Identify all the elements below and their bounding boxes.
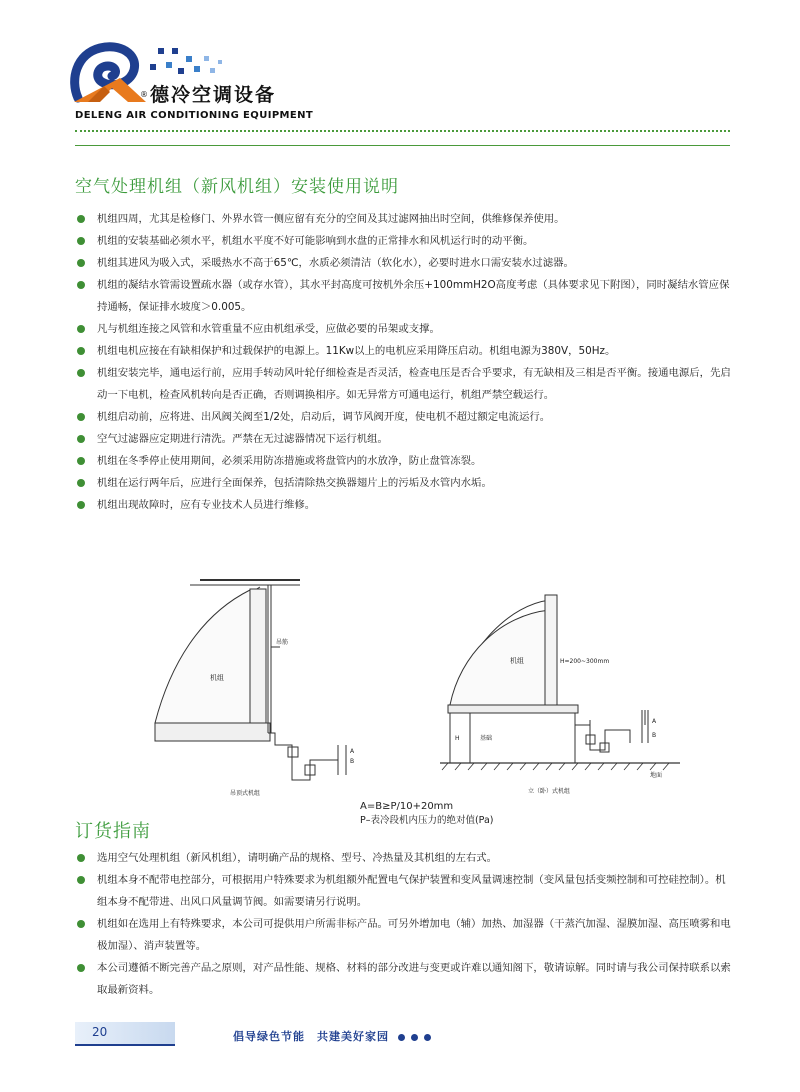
formula-label: A=B≥P/10+20mm <box>360 801 454 812</box>
list-item: 凡与机组连接之风管和水管重量不应由机组承受，应做必要的吊架或支撑。 <box>75 318 735 340</box>
header-divider <box>75 145 730 146</box>
list-item: 机组启动前，应将进、出风阀关阀至1/2处，启动后，调节风阀开度，使电机不超过额定电流运行。 <box>75 406 735 428</box>
list-item: 机组如在选用上有特殊要求，本公司可提供用户所需非标产品。可另外增加电（辅）加热、加湿器（干蒸汽加湿、湿膜加湿、高压喷雾和电极加湿）、消声装置等。 <box>75 913 735 957</box>
footer-dot-icon <box>411 1034 418 1041</box>
list-item: 机组在运行两年后，应进行全面保养，包括清除热交换器翅片上的污垢及水管内水垢。 <box>75 472 735 494</box>
left-unit-label: 机组 <box>210 674 224 682</box>
footer-dot-icon <box>398 1034 405 1041</box>
bullet-icon <box>77 435 85 443</box>
list-item: 本公司遵循不断完善产品之原则，对产品性能、规格、材料的部分改进与变更或许难以通知阁下，敬请谅解。同时请与我公司保持联系以索取最新资料。 <box>75 957 735 1001</box>
bullet-icon <box>77 876 85 884</box>
formula-legend: P–表冷段机内压力的绝对值(Pa) <box>360 815 494 826</box>
base-height-label: H <box>455 735 460 742</box>
bullet-icon <box>77 347 85 355</box>
install-list <box>75 208 735 516</box>
page-number-box <box>75 1022 175 1046</box>
list-item: 机组电机应接在有缺相保护和过载保护的电源上。11Kw以上的电机应采用降压启动。机组电源为380V，50Hz。 <box>75 340 735 362</box>
bullet-icon <box>77 854 85 862</box>
left-dim-b: B <box>350 758 355 765</box>
company-name-en: DELENG AIR CONDITIONING EQUIPMENT <box>75 110 314 121</box>
right-dim-a: A <box>652 718 657 725</box>
company-name-cn: 德冷空调设备 <box>150 84 277 106</box>
ground-hatching <box>442 763 669 770</box>
bullet-icon <box>77 457 85 465</box>
list-item: 机组出现故障时，应有专业技术人员进行维修。 <box>75 494 735 516</box>
left-caption: 吊顶式机组 <box>230 790 261 797</box>
bullet-icon <box>77 259 85 267</box>
base-label: 基础 <box>480 735 493 742</box>
ground-label: 地面 <box>650 772 663 779</box>
bullet-icon <box>77 479 85 487</box>
bullet-icon <box>77 413 85 421</box>
right-dim-b: B <box>652 732 657 739</box>
page-number: 20 <box>92 1025 108 1039</box>
bullet-icon <box>77 325 85 333</box>
footer-dot-icon <box>424 1034 431 1041</box>
list-item: 机组其进风为吸入式，采暖热水不高于65℃，水质必须清洁（软化水），必要时进水口需安装水过滤器。 <box>75 252 735 274</box>
list-item: 空气过滤器应定期进行清洗。严禁在无过滤器情况下运行机组。 <box>75 428 735 450</box>
list-item: 机组安装完毕，通电运行前，应用手转动风叶轮仔细检查是否灵活，检查电压是否合乎要求，有无缺相及三相是否平衡。接通电源后，先启动一下电机，检查风机转向是否正确，否则调换相序。如无异常方可通电运行，机组严禁空载运行。 <box>75 362 735 406</box>
list-item: 选用空气处理机组（新风机组），请明确产品的规格、型号、冷热量及其机组的左右式。 <box>75 847 735 869</box>
bullet-icon <box>77 281 85 289</box>
bullet-icon <box>77 920 85 928</box>
bullet-icon <box>77 215 85 223</box>
footer-slogan: 倡导绿色节能 共建美好家园 <box>233 1030 389 1043</box>
height-range-label: H=200~300mm <box>560 658 610 665</box>
condensate-trap-diagram <box>150 565 690 835</box>
hanger-label: 吊筋 <box>276 639 289 646</box>
right-caption: 立（卧）式机组 <box>528 788 571 795</box>
ceiling-unit-drawing <box>155 580 346 780</box>
registered-mark: ® <box>140 90 148 99</box>
bullet-icon <box>77 501 85 509</box>
order-section-title: 订货指南 <box>75 821 151 842</box>
right-unit-label: 机组 <box>510 657 524 665</box>
bullet-icon <box>77 237 85 245</box>
bullet-icon <box>77 369 85 377</box>
list-item: 机组本身不配带电控部分，可根据用户特殊要求为机组额外配置电气保护装置和变风量调速控制（变风量包括变频控制和可控硅控制）。机组本身不配带进、出风口风量调节阀。如需要请另行说明。 <box>75 869 735 913</box>
list-item: 机组的安装基础必须水平，机组水平度不好可能影响到水盘的正常排水和风机运行时的动平衡。 <box>75 230 735 252</box>
bullet-icon <box>77 964 85 972</box>
list-item: 机组四周，尤其是检修门、外界水管一侧应留有充分的空间及其过滤网抽出时空间，供维修保养使用。 <box>75 208 735 230</box>
left-dim-a: A <box>350 748 355 755</box>
list-item: 机组的凝结水管需设置疏水器（或存水管），其水平封高度可按机外余压+100mmH2O高度考虑（具体要求见下附图），同时凝结水管应保持通畅，保证排水坡度＞0.005。 <box>75 274 735 318</box>
order-list <box>75 847 735 1001</box>
list-item: 机组在冬季停止使用期间，必须采用防冻措施或将盘管内的水放净，防止盘管冻裂。 <box>75 450 735 472</box>
install-section-title: 空气处理机组（新风机组）安装使用说明 <box>75 177 399 197</box>
company-logo-icon <box>68 40 148 108</box>
logo-pixel-dots-icon <box>148 46 228 78</box>
header-dotted-divider <box>75 130 730 132</box>
floor-unit-drawing <box>440 595 680 763</box>
